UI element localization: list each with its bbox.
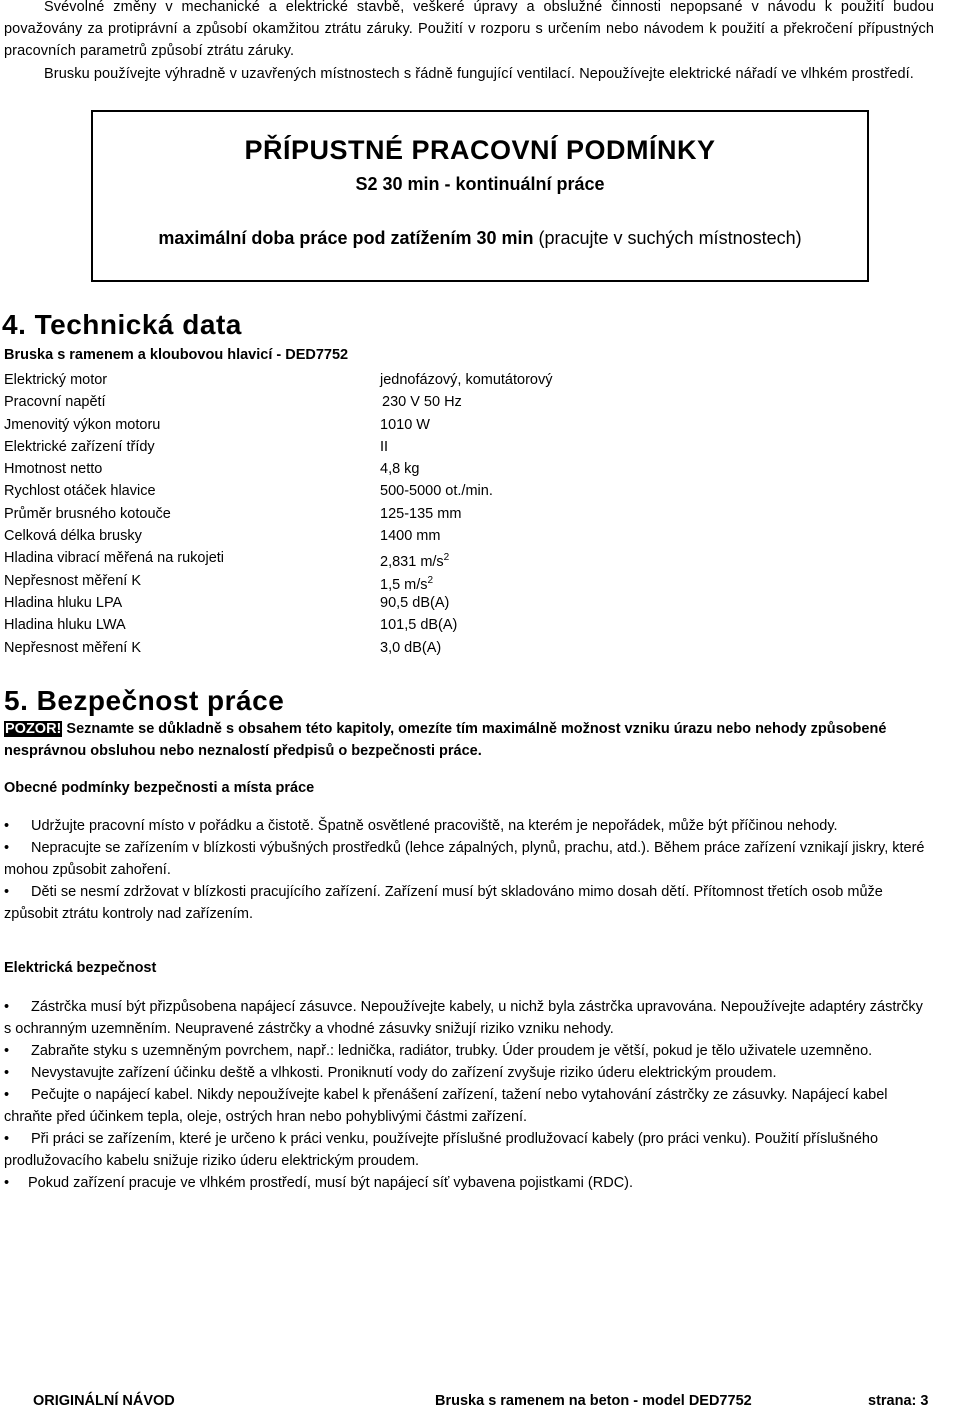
general-safety-list	[4, 815, 934, 925]
list-item	[4, 1084, 934, 1128]
spec-key: Hladina vibrací měřená na rukojeti	[4, 550, 225, 567]
list-item-text: Pokud zařízení pracuje ve vlhkém prostředí, musí být napájecí síť vybavena pojistkami (RDC).	[28, 1175, 634, 1191]
spec-row	[4, 637, 934, 659]
list-item-text: Nepracujte se zařízením v blízkosti výbušných prostředků (lehce zápalných, plynů, prachu, atd.). Během práce zařízení vznikají jiskry, které mohou způsobit zahoření.	[4, 840, 925, 878]
list-item-text: Zabraňte styku s uzemněným povrchem, např.: lednička, radiátor, trubky. Úder proudem je větší, pokud je tělo uživatele uzemněno.	[31, 1043, 873, 1059]
spec-row	[4, 436, 934, 458]
conditions-note	[93, 226, 867, 250]
list-item-text: Pečujte o napájecí kabel. Nikdy nepoužívejte kabel k přenášení zařízení, tažení nebo vytahování zástrčky ze zásuvky. Napájecí kabel chraňte před účinkem tepla, oleje, ostrých hran nebo pohyblivými částmi zařízení.	[4, 1087, 888, 1125]
spec-row	[4, 525, 934, 547]
spec-value: 500-5000 ot./min.	[380, 483, 493, 500]
safety-section	[4, 684, 934, 1194]
warning-text: Seznamte se důkladně s obsahem této kapitoly, omezíte tím maximálně možnost vzniku úrazu nebo nehody způsobené nesprávnou obsluhou nebo neznalostí předpisů o bezpečnosti práce.	[4, 721, 887, 759]
list-item	[4, 996, 934, 1040]
spec-value: 4,8 kg	[380, 461, 420, 478]
list-item-text: Nevystavujte zařízení účinku deště a vlhkosti. Proniknutí vody do zařízení zvyšuje riziko úderu elektrickým proudem.	[31, 1065, 777, 1081]
intro-paragraph-2: Brusku používejte výhradně v uzavřených místnostech s řádně fungující ventilací. Nepoužívejte elektrické nářadí ve vlhkém prostředí.	[44, 66, 914, 82]
spec-key: Pracovní napětí	[4, 394, 106, 411]
spec-value: II	[380, 438, 389, 455]
spec-key: Nepřesnost měření K	[4, 639, 142, 656]
spec-value: jednofázový, komutátorový	[380, 372, 553, 388]
conditions-mode: S2 30 min - kontinuální práce	[355, 174, 605, 194]
list-item-text: Při práci se zařízením, které je určeno k práci venku, používejte příslušné prodlužovací kabely (pro práci venku). Použití příslušného prodlužovacího kabelu snižuje riziko úderu elektrickým proudem.	[4, 1131, 879, 1169]
product-subtitle: Bruska s ramenem a kloubovou hlavicí - DED7752	[4, 347, 349, 363]
list-item	[4, 1128, 934, 1172]
list-item-text: Zástrčka musí být přizpůsobena napájecí zásuvce. Nepoužívejte kabely, u nichž byla zástrčka upravována. Nepoužívejte adaptéry zástrčky s ochranným uzemněním. Neupravené zástrčky a vhodné zásuvky snižují riziko vzniku nehody.	[4, 999, 923, 1037]
spec-key: Elektrické zařízení třídy	[4, 438, 155, 455]
list-item-text: Děti se nesmí zdržovat v blízkosti pracujícího zařízení. Zařízení musí být skladováno mimo dosah dětí. Přítomnost třetích osob může způsobit ztrátu kontroly nad zařízením.	[4, 884, 883, 922]
safety-warning	[4, 718, 934, 762]
list-item	[4, 1172, 934, 1194]
spec-key: Průměr brusného kotouče	[4, 505, 171, 522]
spec-row	[4, 414, 934, 436]
spec-key: Jmenovitý výkon motoru	[4, 416, 161, 433]
conditions-title: PŘÍPUSTNÉ PRACOVNÍ PODMÍNKY	[244, 135, 716, 165]
spec-value: 3,0 dB(A)	[380, 639, 442, 656]
list-item	[4, 1062, 934, 1084]
list-item	[4, 815, 934, 837]
spec-row	[4, 614, 934, 636]
spec-key: Celková délka brusky	[4, 528, 142, 545]
footer-left: ORIGINÁLNÍ NÁVOD	[33, 1393, 175, 1409]
conditions-note-rest: (pracujte v suchých místnostech)	[533, 228, 802, 248]
spec-key: Elektrický motor	[4, 372, 108, 388]
intro-section	[4, 0, 934, 85]
spec-key: Rychlost otáček hlavice	[4, 483, 156, 500]
bullet: •	[4, 1131, 10, 1147]
spec-row	[4, 570, 934, 592]
spec-value: 230 V 50 Hz	[382, 394, 462, 411]
footer-center: Bruska s ramenem na beton - model DED7752	[435, 1393, 752, 1409]
pozor-label: POZOR!	[5, 721, 62, 737]
electrical-safety-title: Elektrická bezpečnost	[4, 960, 157, 976]
spec-row	[4, 480, 934, 502]
list-item-text: Udržujte pracovní místo v pořádku a čistotě. Špatně osvětlené pracoviště, na kterém je nepořádek, může být příčinou nehody.	[31, 818, 838, 834]
spec-value: 1,5 $m/s^2$	[380, 574, 434, 593]
working-conditions-box	[91, 110, 869, 282]
conditions-note-bold: maximální doba práce pod zatížením 30 min	[158, 228, 534, 248]
bullet: •	[4, 1065, 10, 1081]
spec-row	[4, 592, 934, 614]
spec-key: Hladina hluku LPA	[4, 594, 123, 611]
general-safety-title: Obecné podmínky bezpečnosti a místa práce	[4, 780, 315, 796]
page-number: strana: 3	[868, 1393, 929, 1409]
spec-key: Nepřesnost měření K	[4, 572, 142, 589]
technical-data-section	[4, 308, 934, 659]
safety-heading: 5. Bezpečnost práce	[4, 685, 285, 716]
list-item	[4, 881, 934, 925]
spec-row	[4, 503, 934, 525]
spec-table	[4, 369, 934, 659]
bullet: •	[4, 1175, 10, 1191]
bullet: •	[4, 884, 10, 900]
spec-row	[4, 547, 934, 569]
intro-text	[4, 0, 934, 85]
spec-row	[4, 458, 934, 480]
spec-value: 1010 W	[380, 416, 430, 433]
intro-paragraph-1: Svévolné změny v mechanické a elektrické stavbě, veškeré úpravy a obslužné činnosti nepopsané v návodu k použití budou považovány za protiprávní a způsobí okamžitou ztrátu záruky. Použití v rozporu s určením nebo návodem k použití a překročení přípustných pracovních parametrů způsobí ztrátu záruky.	[4, 0, 934, 59]
spec-value: 101,5 dB(A)	[380, 617, 458, 634]
spec-value: 125-135 mm	[380, 505, 462, 522]
list-item	[4, 837, 934, 881]
spec-value: 1400 mm	[380, 528, 441, 545]
electrical-safety-list	[4, 996, 934, 1194]
spec-key: Hladina hluku LWA	[4, 617, 126, 634]
spec-key: Hmotnost netto	[4, 461, 103, 478]
bullet: •	[4, 999, 10, 1015]
spec-row	[4, 391, 934, 413]
bullet: •	[4, 840, 10, 856]
spec-value: 90,5 dB(A)	[380, 594, 450, 611]
technical-data-heading: 4. Technická data	[2, 309, 242, 340]
spec-row	[4, 369, 934, 391]
list-item	[4, 1040, 934, 1062]
bullet: •	[4, 1043, 10, 1059]
bullet: •	[4, 818, 10, 834]
bullet: •	[4, 1087, 10, 1103]
spec-value: 2,831 $m/s^2$	[380, 552, 450, 571]
